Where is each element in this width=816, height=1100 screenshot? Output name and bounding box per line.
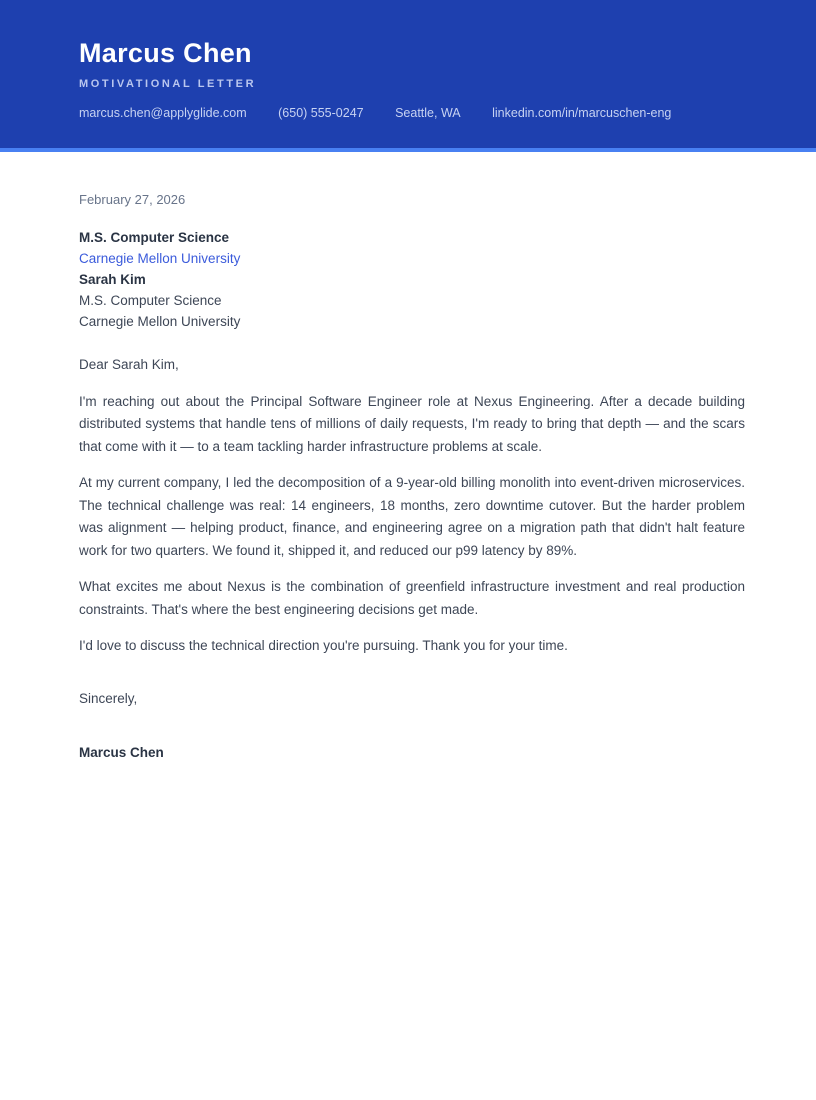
letter-body (0, 192, 816, 760)
recipient-block (79, 227, 745, 332)
recipient-university: Carnegie Mellon University (79, 314, 241, 329)
contact-linkedin: linkedin.com/in/marcuschen-eng (492, 106, 672, 120)
closing: Sincerely, (79, 690, 138, 706)
recipient-university-link[interactable]: Carnegie Mellon University (79, 251, 241, 266)
letter-header (0, 0, 816, 152)
body-paragraph-2: At my current company, I led the decomposition of a 9-year-old billing monolith into event-driven microservices. The technical challenge was real: 14 engineers, 18 months, zero downtime cutover. But the harder problem was alignment — helping product, finance, and engineering agree on a migration path that didn't halt feature work for two quarters. We found it, shipped it, and reduced our p99 latency by 89%. (79, 475, 745, 558)
recipient-name: Sarah Kim (79, 272, 146, 287)
salutation: Dear Sarah Kim, (79, 357, 179, 372)
document-subtitle: MOTIVATIONAL LETTER (79, 78, 257, 90)
letter-date: February 27, 2026 (79, 192, 186, 207)
contact-email: marcus.chen@applyglide.com (79, 106, 247, 120)
contact-phone: (650) 555-0247 (278, 106, 364, 120)
contact-row (79, 106, 745, 120)
candidate-name: Marcus Chen (79, 38, 252, 68)
recipient-program: M.S. Computer Science (79, 293, 222, 308)
body-paragraph-3: What excites me about Nexus is the combination of greenfield infrastructure investment and real production constraints. That's where the best engineering decisions get made. (79, 579, 745, 617)
body-paragraph-4: I'd love to discuss the technical direction you're pursuing. Thank you for your time. (79, 638, 568, 653)
signature-name: Marcus Chen (79, 745, 164, 760)
recipient-program-bold: M.S. Computer Science (79, 230, 230, 245)
body-paragraph-1: I'm reaching out about the Principal Software Engineer role at Nexus Engineering. After a decade building distributed systems that handle tens of millions of daily requests, I'm ready to bring that depth — and the scars that come with it — to a team tackling harder infrastructure problems at scale. (79, 393, 745, 454)
contact-location: Seattle, WA (395, 106, 461, 120)
